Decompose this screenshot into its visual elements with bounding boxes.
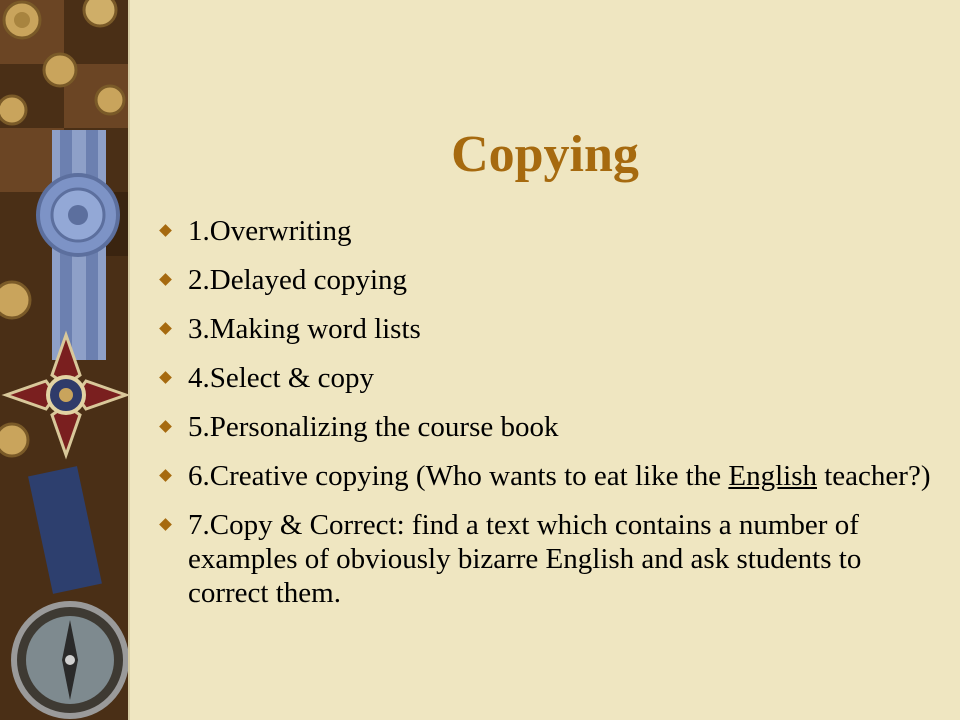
- side-divider: [128, 0, 130, 720]
- medal-decoration-icon: [0, 0, 128, 720]
- list-item: [160, 361, 940, 395]
- bullet-list: [160, 214, 940, 625]
- diamond-bullet-icon: [159, 273, 172, 286]
- underlined-word: English: [728, 460, 817, 492]
- decorative-side-image: [0, 0, 128, 720]
- bullet-text: 1.Overwriting: [188, 215, 352, 247]
- bullet-text-part: teacher?): [817, 460, 931, 492]
- bullet-text: 5.Personalizing the course book: [188, 411, 559, 443]
- diamond-bullet-icon: [159, 322, 172, 335]
- diamond-bullet-icon: [159, 224, 172, 237]
- diamond-bullet-icon: [159, 469, 172, 482]
- list-item: [160, 459, 940, 493]
- bullet-text: 4.Select & copy: [188, 362, 375, 394]
- bullet-text-part: 6.Creative copying (Who wants to eat like the: [188, 460, 729, 492]
- list-item: [160, 410, 940, 444]
- list-item: [160, 312, 940, 346]
- list-item: [160, 263, 940, 297]
- list-item: [160, 214, 940, 248]
- bullet-text: 3.Making word lists: [188, 313, 421, 345]
- bullet-text: 2.Delayed copying: [188, 264, 408, 296]
- list-item: [160, 508, 940, 610]
- diamond-bullet-icon: [159, 420, 172, 433]
- slide-title: Copying: [451, 125, 639, 183]
- diamond-bullet-icon: [159, 518, 172, 531]
- bullet-text: 7.Copy & Correct: find a text which contains a number of examples of obviously bizarre English and ask students to correct them.: [188, 509, 862, 609]
- diamond-bullet-icon: [159, 371, 172, 384]
